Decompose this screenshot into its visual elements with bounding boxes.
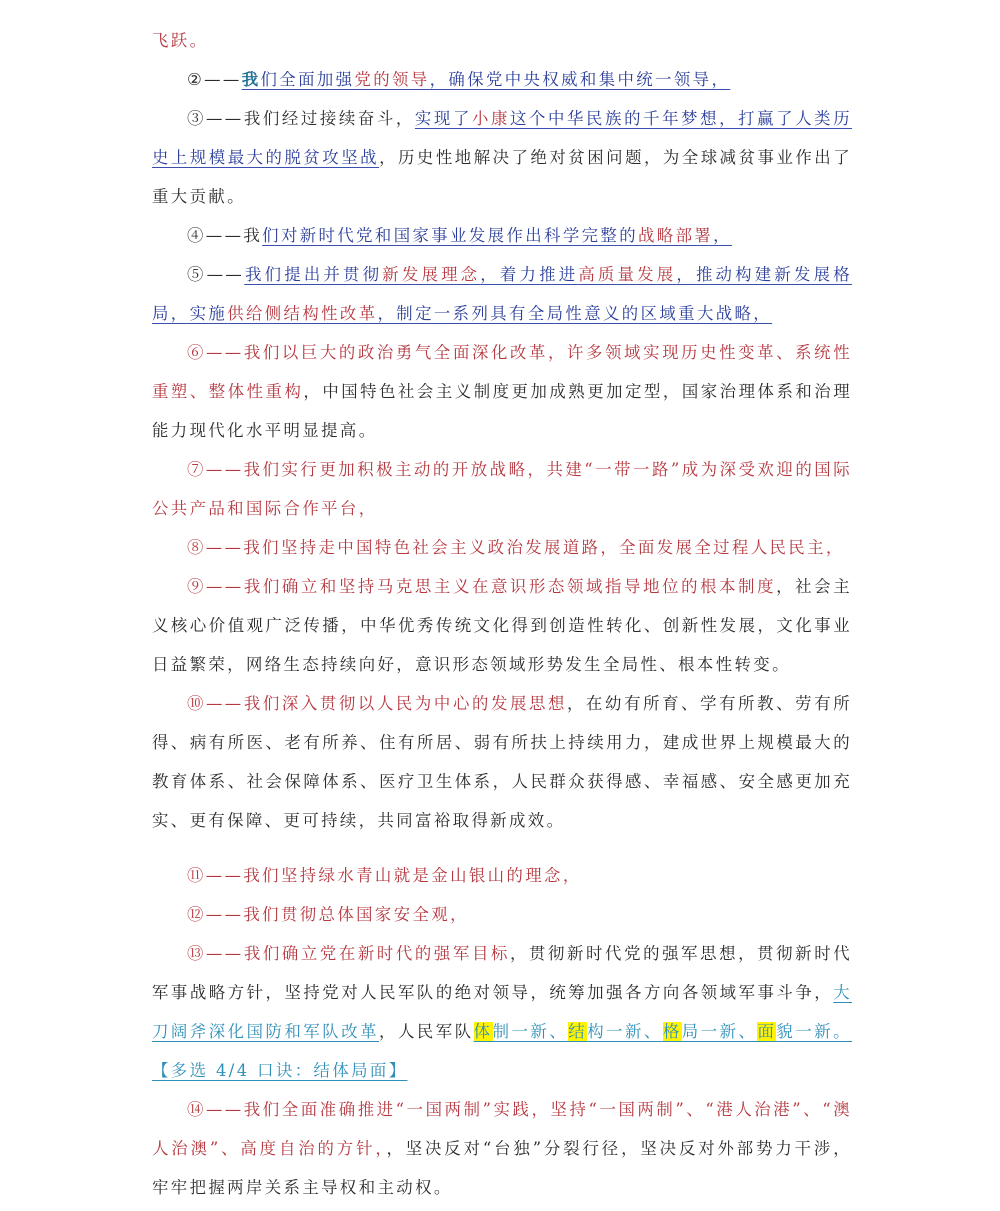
- item-number: ②——: [187, 70, 242, 89]
- text-red-underlined: 战略部署: [637, 226, 714, 245]
- text-body: ，坚决反对“台独”分裂行径，坚决反对外部势力干涉，牢牢把握两岸关系主导权和主动权。: [152, 1139, 852, 1197]
- paragraph-10: [152, 684, 852, 840]
- paragraph-4: [152, 216, 852, 255]
- item-number: ⑤——: [187, 265, 245, 284]
- item-number: ⑬——: [187, 944, 244, 963]
- paragraph-continuation: [152, 21, 852, 60]
- text-body: ，中国特色社会主义制度更加成熟更加定型，国家治理体系和治理能力现代化水平明显提高。: [152, 382, 852, 440]
- item-number: ⑨——: [187, 577, 244, 596]
- text-blue-underlined: 实现了: [414, 109, 472, 128]
- text-body: ，人民军队: [379, 1022, 474, 1041]
- text-red-underlined: 供给侧结构性改革: [227, 304, 378, 323]
- text-red: 我们贯彻总体国家安全观，: [243, 905, 469, 924]
- highlighted-char: 体: [473, 1022, 493, 1041]
- text-blue-underlined: 们全面加强: [260, 70, 355, 89]
- paragraph-5: [152, 255, 852, 333]
- paragraph-12: [152, 895, 852, 934]
- paragraph-8: [152, 528, 852, 567]
- text-red-underlined: 党的领导: [354, 70, 430, 89]
- text-body: ，贯彻新时代党的强军思想，贯彻新时代军事战略方针，坚持党对人民军队的绝对领导，统筹加强各方向各领域军事斗争，: [152, 944, 852, 1002]
- text-red: 我们深入贯彻以人民为中心的发展思想: [243, 694, 568, 713]
- paragraph-7: [152, 450, 852, 528]
- text-body: ，在幼有所育、学有所教、劳有所得、病有所医、老有所养、住有所居、弱有所扶上持续用力，建成世界上规模最大的教育体系、社会保障体系、医疗卫生体系，人民群众获得感、幸福感、安全感更加充实、更有保障、更可持续，共同富裕取得新成效。: [152, 694, 852, 830]
- text-blue-underlined: ，着力推进: [480, 265, 579, 284]
- text-red: 我们实行更加积极主动的开放战略，共建“一带一路”成为深受欢迎的国际公共产品和国际合作平台，: [152, 460, 852, 518]
- paragraph-6: [152, 333, 852, 450]
- item-number: ⑩——: [187, 694, 244, 713]
- paragraph-2: [152, 60, 852, 99]
- paragraph-9: [152, 567, 852, 684]
- text-emphasis: 我: [241, 70, 261, 89]
- text-blue-underlined: ，确保党中央权威和集中统一领导，: [429, 70, 731, 89]
- highlighted-char: 面: [757, 1022, 777, 1041]
- text-teal-underlined: 构一新、: [587, 1022, 663, 1041]
- text-teal-underlined: 制一新、: [492, 1022, 569, 1041]
- text-red: 我们全面准确推进“一国两制”实践，坚持“一国两制”、“港人治港”、“澳人治澳”、高度自治的方针，: [152, 1100, 853, 1158]
- text-red-underlined: 新发展理念: [382, 265, 481, 284]
- document-page: [152, 0, 852, 1207]
- item-number: ⑫——: [187, 905, 244, 924]
- text-blue-underlined: 我们提出并贯彻: [244, 265, 383, 284]
- text-red-underlined: 高质量发展: [578, 265, 677, 284]
- text-red: 我们确立和坚持马克思主义在意识形态领域指导地位的根本制度: [243, 577, 777, 596]
- text-red: 我们以巨大的政治勇气全面深化改革，许多领域实现历史性变革、系统性重塑、整体性重构: [152, 343, 852, 401]
- paragraph-14: [152, 1090, 852, 1207]
- text-teal-underlined: 局一新、: [681, 1022, 758, 1041]
- item-number: ⑪——: [187, 866, 244, 885]
- text-teal-underlined: 大刀阔斧深化国防和军队改革: [152, 983, 852, 1041]
- text-blue-underlined: ，制定一系列具有全局性意义的区域重大战略，: [377, 304, 773, 323]
- item-number: ⑭——: [187, 1100, 244, 1119]
- text-blue-underlined: ，: [713, 226, 732, 245]
- paragraph-11: [152, 856, 852, 895]
- text-red: 我们坚持绿水青山就是金山银山的理念，: [243, 866, 582, 885]
- text-red: 我们坚持走中国特色社会主义政治发展道路，全面发展全过程人民民主，: [243, 538, 845, 557]
- paragraph-3: [152, 99, 852, 216]
- text-teal-underlined: 貌一新。: [776, 1022, 852, 1041]
- paragraph-13: [152, 934, 852, 1090]
- text-body: ，历史性地解决了绝对贫困问题，为全球减贫事业作出了重大贡献。: [152, 148, 852, 206]
- text-blue-underlined: 这个中华民族的千年梦想，打赢了人类历史上规模最大的脱贫攻坚战: [152, 109, 852, 167]
- text-red-underlined: 小康: [471, 109, 510, 128]
- text-red: 我们确立党在新时代的强军目标: [243, 944, 510, 963]
- item-number: ⑥——: [187, 343, 244, 362]
- highlighted-char: 结: [568, 1022, 588, 1041]
- text-body: ，社会主义核心价值观广泛传播，中华优秀传统文化得到创造性转化、创新性发展，文化事业日益繁荣，网络生态持续向好，意识形态领域形势发生全局性、根本性转变。: [152, 577, 852, 674]
- item-number: ③——我们经过接续奋斗，: [187, 109, 415, 128]
- text-blue-underlined: ，推动构建新发展格局，实施: [152, 265, 852, 323]
- item-number: ⑧——: [187, 538, 244, 557]
- text-red: 飞跃。: [152, 31, 209, 50]
- item-number: ④——我: [187, 226, 263, 245]
- highlighted-char: 格: [662, 1022, 682, 1041]
- mnemonic-note: 【多选 4/4 口诀：结体局面】: [152, 1061, 408, 1080]
- item-number: ⑦——: [187, 460, 244, 479]
- text-blue-underlined: 们对新时代党和国家事业发展作出科学完整的: [262, 226, 638, 245]
